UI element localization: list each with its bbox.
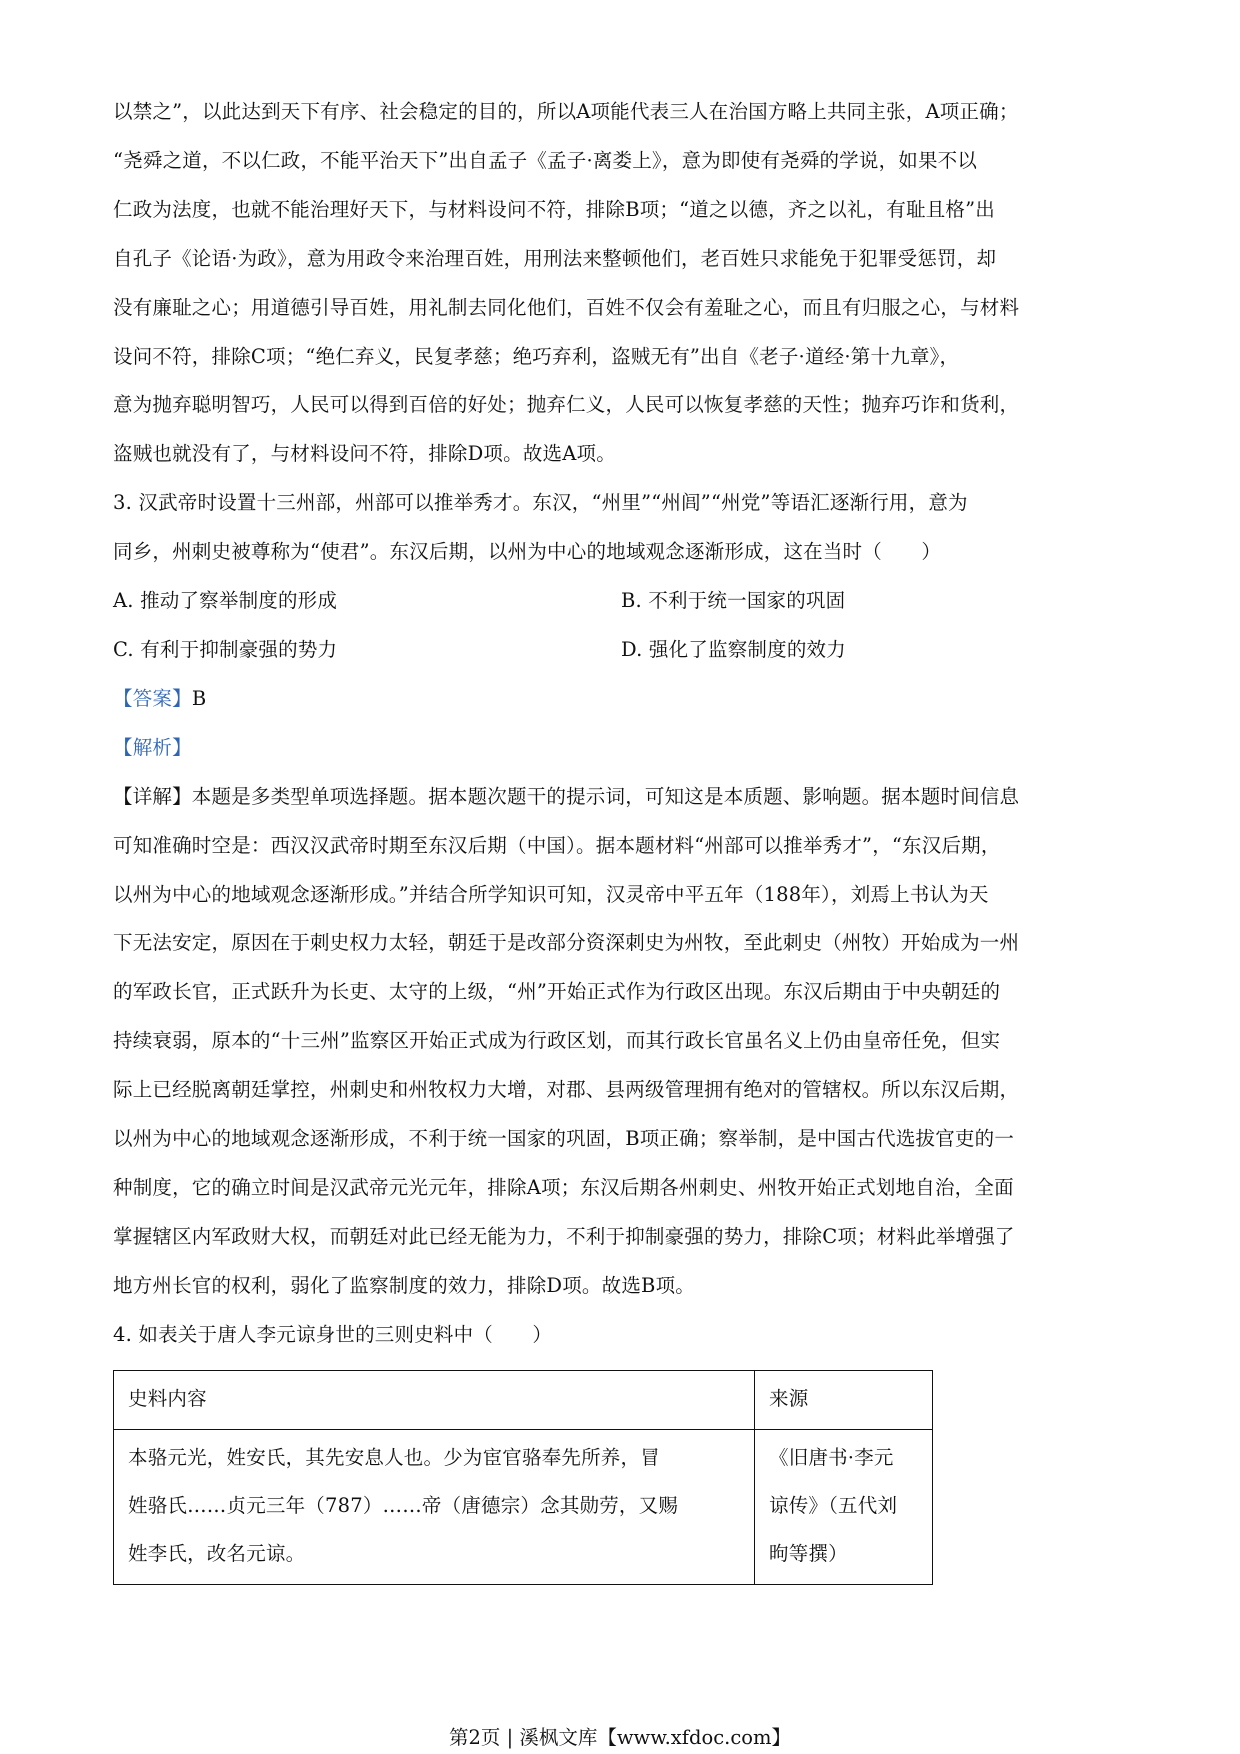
source-cell [755, 1429, 933, 1584]
answer-value: B [191, 686, 207, 710]
analysis-label: 【解析】 [113, 735, 192, 759]
detail-line: 的军政长官，正式跃升为长吏、太守的上级，“州”开始正式作为行政区出现。东汉后期由于中央朝廷的 [113, 980, 1001, 1004]
table-row [114, 1429, 933, 1584]
cell-line: 姓李氏，改名元谅。 [128, 1541, 306, 1565]
previous-analysis [113, 88, 1133, 479]
options-grid [113, 577, 1133, 675]
header-source: 来源 [755, 1370, 933, 1429]
cell-line: 谅传》（五代刘 [769, 1493, 898, 1517]
detail-line: 以州为中心的地域观念逐渐形成。”并结合所学知识可知，汉灵帝中平五年（188年），刘焉上书认为天 [113, 882, 989, 906]
option-c: C. 有利于抑制豪强的势力 [113, 637, 338, 661]
analysis-line: “尧舜之道，不以仁政，不能平治天下”出自孟子《孟子·离娄上》，意为即使有尧舜的学说，如果不以 [113, 148, 978, 172]
content-cell [114, 1429, 755, 1584]
answer-label: 【答案】 [113, 686, 192, 710]
question-stem-line: 3. 汉武帝时设置十三州部，州部可以推举秀才。东汉，“州里”“州闾”“州党”等语汇逐渐行用，意为 [113, 491, 968, 515]
option-b: B. 不利于统一国家的巩固 [621, 589, 846, 613]
detail-line: 【详解】本题是多类型单项选择题。据本题次题干的提示词，可知这是本质题、影响题。据本题时间信息 [113, 784, 1020, 808]
detail-line: 下无法安定，原因在于刺史权力太轻，朝廷于是改部分资深刺史为州牧，至此刺史（州牧）开始成为一州 [113, 931, 1020, 955]
detail-line: 可知准确时空是：西汉汉武帝时期至东汉后期（中国）。据本题材料“州部可以推举秀才”，“东汉后期， [113, 833, 1001, 857]
detail-line: 际上已经脱离朝廷掌控，州刺史和州牧权力大增，对郡、县两级管理拥有绝对的管辖权。所以东汉后期， [113, 1078, 1020, 1102]
cell-line: 昫等撰） [769, 1541, 848, 1565]
analysis-line: 以禁之”，以此达到天下有序、社会稳定的目的，所以A项能代表三人在治国方略上共同主张，A项正确； [113, 100, 1019, 123]
header-content: 史料内容 [114, 1370, 755, 1429]
analysis-line: 盗贼也就没有了，与材料设问不符，排除D项。故选A项。 [113, 442, 616, 466]
cell-line: 姓骆氏……贞元三年（787）……帝（唐德宗）念其勋劳，又赐 [128, 1493, 679, 1517]
table-header-row [114, 1370, 933, 1429]
source-table [113, 1370, 933, 1585]
detail-line: 地方州长官的权利，弱化了监察制度的效力，排除D项。故选B项。 [113, 1273, 695, 1297]
analysis-line: 设问不符，排除C项；“绝仁弃义，民复孝慈；绝巧弃利，盗贼无有”出自《老子·道经·第十九章》， [113, 344, 960, 368]
cell-line: 《旧唐书·李元 [769, 1445, 894, 1469]
option-d: D. 强化了监察制度的效力 [621, 637, 846, 661]
question-3 [113, 479, 1133, 1310]
answer-line [113, 675, 1133, 724]
analysis-line: 没有廉耻之心；用道德引导百姓，用礼制去同化他们，百姓不仅会有羞耻之心，而且有归服之心，与材料 [113, 295, 1020, 319]
question-4 [113, 1311, 1133, 1585]
detail-line: 种制度，它的确立时间是汉武帝元光元年，排除A项；东汉后期各州刺史、州牧开始正式划地自治，全面 [113, 1175, 1014, 1199]
detail-line: 持续衰弱，原本的“十三州”监察区开始正式成为行政区划，而其行政长官虽名义上仍由皇帝任免，但实 [113, 1029, 1001, 1053]
detail-line: 掌握辖区内军政财大权，而朝廷对此已经无能为力，不利于抑制豪强的势力，排除C项；材料此举增强了 [113, 1224, 1015, 1248]
question-stem-line: 同乡，州刺史被尊称为“使君”。东汉后期，以州为中心的地域观念逐渐形成，这在当时（ ） [113, 540, 942, 564]
option-a: A. 推动了察举制度的形成 [113, 589, 338, 613]
page-footer: 第2页 | 溪枫文库【www.xfdoc.com】 [448, 1726, 792, 1749]
document-page [113, 88, 1133, 1585]
analysis-line: 意为抛弃聪明智巧，人民可以得到百倍的好处；抛弃仁义，人民可以恢复孝慈的天性；抛弃巧诈和货利， [113, 393, 1020, 417]
analysis-line: 仁政为法度，也就不能治理好天下，与材料设问不符，排除B项；“道之以德，齐之以礼，有耻且格”出 [113, 197, 995, 221]
question-stem-line: 4. 如表关于唐人李元谅身世的三则史料中（ ） [113, 1322, 553, 1346]
cell-line: 本骆元光，姓安氏，其先安息人也。少为宦官骆奉先所养，冒 [128, 1445, 660, 1469]
detail-line: 以州为中心的地域观念逐渐形成，不利于统一国家的巩固，B项正确；察举制，是中国古代选拔官吏的一 [113, 1127, 1015, 1151]
analysis-line: 自孔子《论语·为政》，意为用政令来治理百姓，用刑法来整顿他们，老百姓只求能免于犯罪受惩罚，却 [113, 246, 997, 270]
